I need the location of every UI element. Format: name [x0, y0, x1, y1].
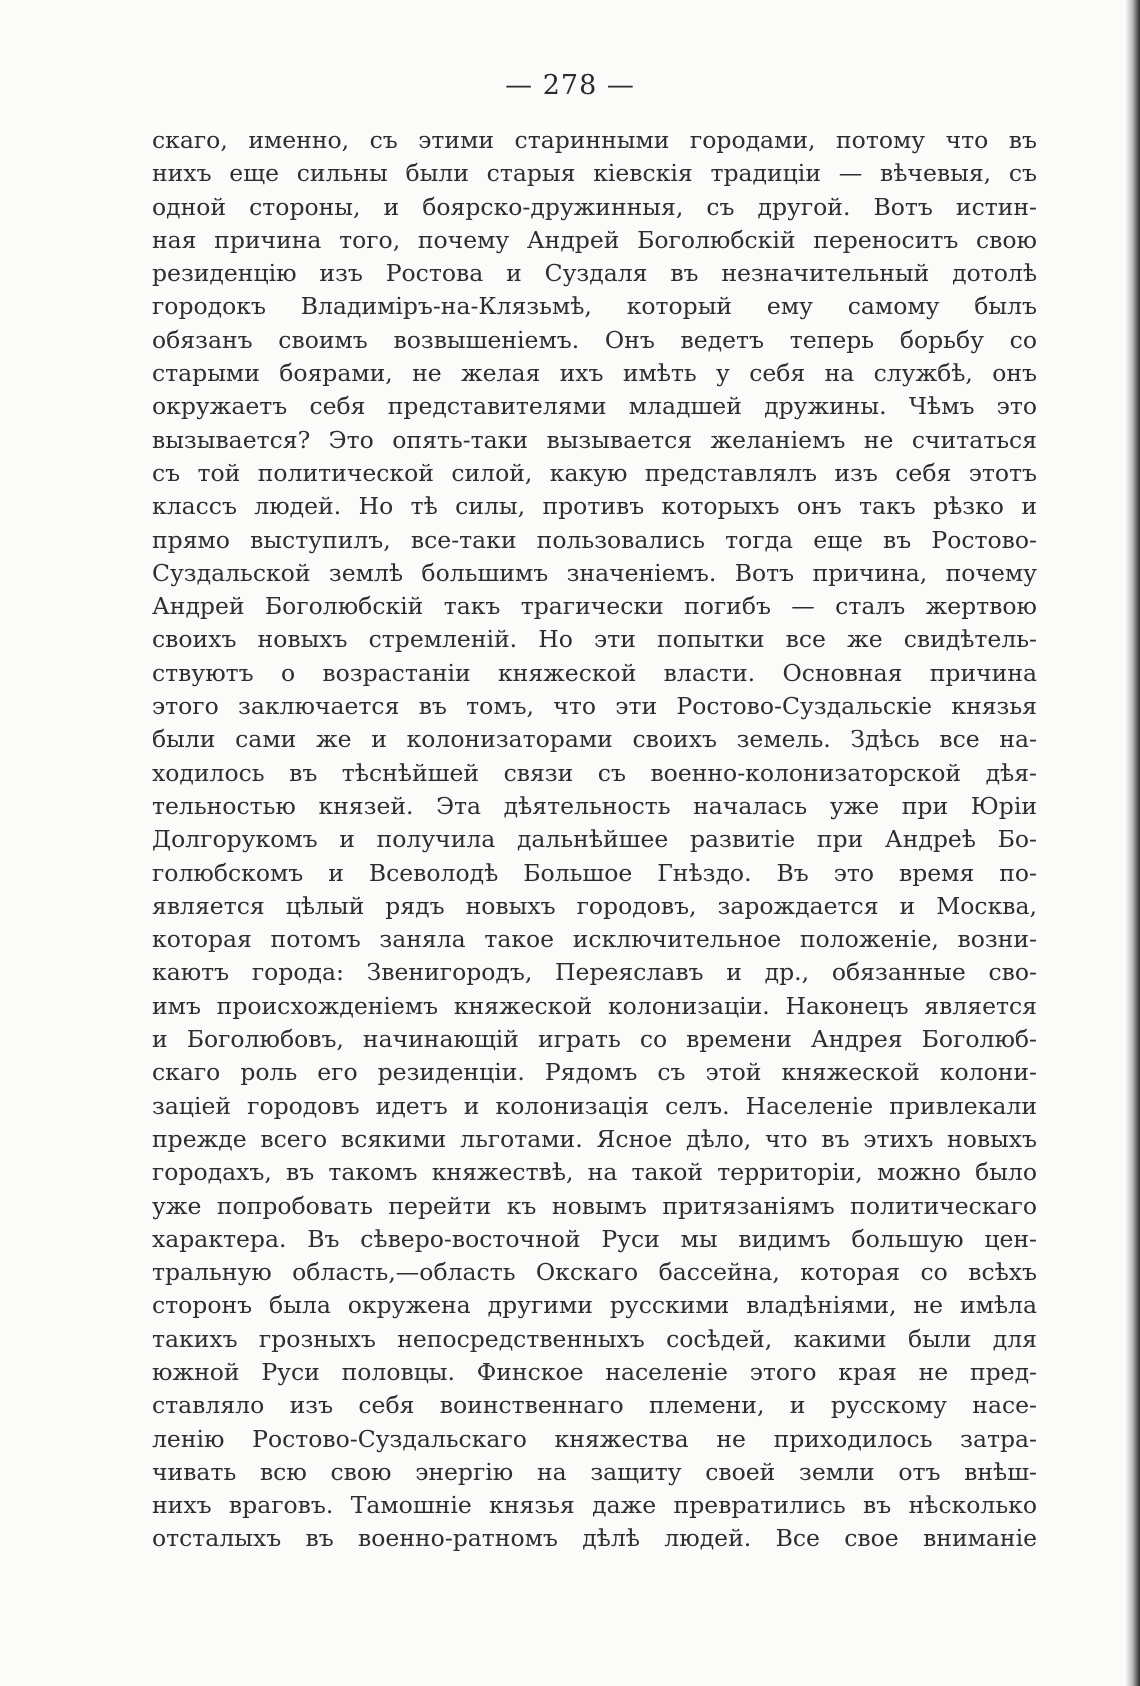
text-line: городахъ, въ такомъ княжествѣ, на такой территоріи, можно было — [152, 1158, 1037, 1187]
text-line: Андрей Боголюбскій такъ трагически погибъ — сталъ жертвою — [152, 592, 1037, 621]
text-line: нихъ еще сильны были старыя кіевскія традиціи — вѣчевыя, съ — [152, 159, 1037, 188]
text-line: обязанъ своимъ возвышеніемъ. Онъ ведетъ теперь борьбу со — [152, 325, 1037, 354]
text-line: которая потомъ заняла такое исключительное положеніе, возни- — [152, 925, 1037, 954]
text-line: окружаетъ себя представителями младшей дружины. Чѣмъ это — [152, 392, 1037, 421]
text-line: съ той политической силой, какую представлялъ изъ себя этотъ — [152, 458, 1037, 487]
text-line: отсталыхъ въ военно-ратномъ дѣлѣ людей. Все свое вниманіе — [152, 1524, 1037, 1553]
text-line: является цѣлый рядъ новыхъ городовъ, зарождается и Москва, — [152, 891, 1037, 920]
text-line: своихъ новыхъ стремленій. Но эти попытки все же свидѣтель- — [152, 625, 1037, 654]
text-line: прежде всего всякими льготами. Ясное дѣло, что въ этихъ новыхъ — [152, 1124, 1037, 1153]
text-line: ставляло изъ себя воинственнаго племени, и русскому насе- — [152, 1391, 1037, 1420]
text-line: прямо выступилъ, все-таки пользовались тогда еще въ Ростово- — [152, 525, 1037, 554]
text-line: чивать всю свою энергію на защиту своей земли отъ внѣш- — [152, 1457, 1037, 1486]
text-line: резиденцію изъ Ростова и Суздаля въ незначительный дотолѣ — [152, 259, 1037, 288]
text-line: имъ происхожденіемъ княжеской колонизаціи. Наконецъ является — [152, 991, 1037, 1020]
text-line: нихъ враговъ. Тамошніе князья даже превратились въ нѣсколько — [152, 1491, 1037, 1520]
text-line: вызывается? Это опять-таки вызывается желаніемъ не считаться — [152, 425, 1037, 454]
text-line: Суздальской землѣ большимъ значеніемъ. Вотъ причина, почему — [152, 558, 1037, 587]
text-line: скаго роль его резиденціи. Рядомъ съ этой княжеской колони- — [152, 1058, 1037, 1087]
text-line: тральную область,—область Окскаго бассейна, которая со всѣхъ — [152, 1258, 1037, 1287]
text-line: ходилось въ тѣснѣйшей связи съ военно-колонизаторской дѣя- — [152, 758, 1037, 787]
text-line: голюбскомъ и Всеволодѣ Большое Гнѣздо. Въ это время по- — [152, 858, 1037, 887]
text-line: тельностью князей. Эта дѣятельность началась уже при Юріи — [152, 791, 1037, 820]
text-line: уже попробовать перейти къ новымъ притязаніямъ политическаго — [152, 1191, 1037, 1220]
text-line: городокъ Владиміръ-на-Клязьмѣ, который ему самому былъ — [152, 292, 1037, 321]
text-line: скаго, именно, съ этими старинными городами, потому что въ — [152, 126, 1037, 154]
page-number: — 278 — — [505, 70, 635, 101]
text-line: сторонъ была окружена другими русскими владѣніями, не имѣла — [152, 1291, 1037, 1320]
body-text — [152, 124, 1037, 1556]
text-line: Долгорукомъ и получила дальнѣйшее развитіе при Андреѣ Бо- — [152, 825, 1037, 854]
text-line: ная причина того, почему Андрей Боголюбскій переноситъ свою — [152, 225, 1037, 254]
text-line: характера. Въ сѣверо-восточной Руси мы видимъ большую цен- — [152, 1224, 1037, 1253]
text-line: южной Руси половцы. Финское населеніе этого края не пред- — [152, 1357, 1037, 1386]
text-line: ленію Ростово-Суздальскаго княжества не приходилось затра- — [152, 1424, 1037, 1453]
text-line: этого заключается въ томъ, что эти Ростово-Суздальскіе князья — [152, 692, 1037, 721]
text-line: заціей городовъ идетъ и колонизація селъ. Населеніе привлекали — [152, 1091, 1037, 1120]
page-edge-shadow — [1126, 0, 1140, 1686]
text-line: одной стороны, и боярско-дружинныя, съ другой. Вотъ истин- — [152, 192, 1037, 221]
text-line: такихъ грозныхъ непосредственныхъ сосѣдей, какими были для — [152, 1324, 1037, 1353]
text-line: классъ людей. Но тѣ силы, противъ которыхъ онъ такъ рѣзко и — [152, 492, 1037, 521]
text-line: старыми боярами, не желая ихъ имѣть у себя на службѣ, онъ — [152, 359, 1037, 388]
text-line: были сами же и колонизаторами своихъ земель. Здѣсь все на- — [152, 725, 1037, 754]
text-line: и Боголюбовъ, начинающій играть со времени Андрея Боголюб- — [152, 1025, 1037, 1054]
text-line: ствуютъ о возрастаніи княжеской власти. Основная причина — [152, 658, 1037, 687]
text-line: каютъ города: Звенигородъ, Переяславъ и др., обязанные сво- — [152, 958, 1037, 987]
